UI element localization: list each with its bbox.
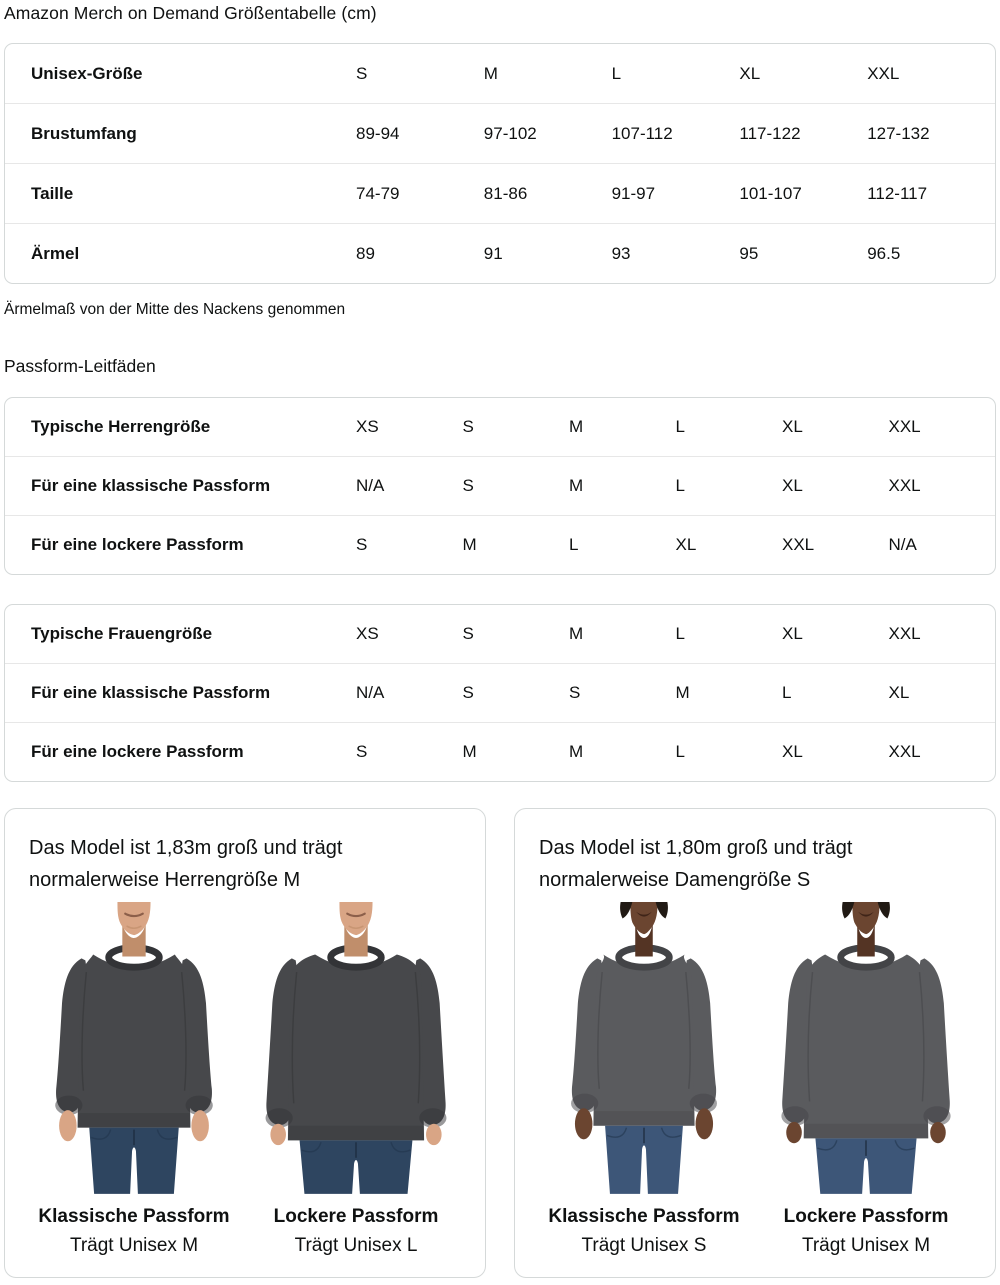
fit-label: Klassische Passform: [38, 1205, 230, 1227]
cell-value: L: [675, 417, 685, 436]
cell-value: XXL: [888, 417, 921, 436]
wears-size-label: Trägt Unisex L: [294, 1234, 418, 1256]
cell-value: N/A: [356, 683, 385, 702]
row-label: Für eine klassische Passform: [31, 476, 271, 495]
unisex-size-table: [4, 43, 996, 284]
fit-label: Lockere Passform: [783, 1205, 949, 1227]
cell-value: XL: [782, 742, 803, 761]
cell-value: 89-94: [356, 123, 400, 143]
cell-value: 96.5: [867, 243, 901, 263]
cell-value: 81-86: [483, 183, 528, 203]
cell-value: L: [675, 624, 685, 643]
sweatshirt-body: [804, 955, 929, 1139]
cell-value: M: [483, 63, 498, 83]
table-row: [5, 663, 995, 722]
cell-value: XL: [888, 683, 910, 702]
table-row: [5, 163, 995, 223]
cell-value: XS: [356, 417, 379, 436]
model-image: [759, 902, 973, 1194]
model-figure-classic-fit: [27, 902, 241, 1257]
cell-value: XXL: [867, 63, 900, 83]
fit-guides-title: Passform-Leitfäden: [4, 356, 156, 376]
table-row: [5, 103, 995, 163]
model-image: [537, 902, 751, 1194]
cell-value: 101-107: [739, 183, 802, 203]
cell-value: XXL: [888, 742, 921, 761]
table-row: [5, 605, 995, 663]
row-label: Ärmel: [31, 243, 80, 263]
model-card: [4, 808, 486, 1278]
model-figure-loose-fit: [759, 902, 973, 1257]
row-label: Für eine klassische Passform: [31, 683, 271, 702]
sleeve-measure-note: Ärmelmaß von der Mitte des Nackens genommen: [4, 301, 346, 318]
model-description: Das Model ist 1,83m groß und trägt normalerweise Herrengröße M: [29, 837, 343, 891]
cell-value: 95: [739, 243, 759, 263]
table-row: [5, 515, 995, 574]
model-card: [514, 808, 996, 1278]
wears-size-label: Trägt Unisex M: [801, 1234, 931, 1256]
cell-value: M: [462, 742, 477, 761]
cell-value: XL: [675, 535, 697, 554]
sweatshirt-hem: [78, 1113, 191, 1128]
cell-value: 112-117: [867, 183, 928, 203]
sweatshirt-hem: [804, 1124, 929, 1139]
cell-value: XL: [739, 63, 761, 83]
model-description: Das Model ist 1,80m groß und trägt normalerweise Damengröße S: [539, 837, 853, 891]
cell-value: S: [462, 683, 474, 702]
row-label: Brustumfang: [31, 123, 137, 143]
model-image: [27, 902, 241, 1194]
cell-value: M: [569, 417, 584, 436]
cell-value: M: [675, 683, 690, 702]
row-label: Typische Herrengröße: [31, 417, 211, 436]
row-label: Typische Frauengröße: [31, 624, 213, 643]
sweatshirt-body: [288, 955, 424, 1141]
sweatshirt-body: [593, 955, 694, 1126]
row-label: Taille: [31, 183, 74, 203]
cell-value: S: [462, 476, 474, 495]
cell-value: N/A: [888, 535, 917, 554]
fit-label: Klassische Passform: [548, 1205, 740, 1227]
wears-size-label: Trägt Unisex S: [581, 1234, 707, 1256]
cell-value: 91: [483, 243, 503, 263]
cell-value: S: [356, 63, 368, 83]
cell-value: S: [356, 742, 368, 761]
row-label: Für eine lockere Passform: [31, 535, 244, 554]
model-cards: [4, 808, 996, 1278]
model-figures-row: [27, 902, 463, 1257]
cell-value: M: [569, 476, 584, 495]
cell-value: 89: [356, 243, 375, 263]
model-figures-row: [537, 902, 973, 1257]
model-figure-loose-fit: [249, 902, 463, 1257]
fit-label: Lockere Passform: [273, 1205, 439, 1227]
table-row: [5, 223, 995, 283]
cell-value: M: [462, 535, 477, 554]
cell-value: M: [569, 624, 584, 643]
cell-value: 74-79: [356, 183, 400, 203]
cell-value: S: [569, 683, 581, 702]
cell-value: L: [782, 683, 792, 702]
cell-value: 93: [611, 243, 631, 263]
cell-value: 127-132: [867, 123, 930, 143]
sweatshirt-hem: [593, 1111, 694, 1126]
cell-value: 97-102: [483, 123, 537, 143]
cell-value: L: [611, 63, 622, 83]
womens-fit-table: [4, 604, 996, 782]
cell-value: M: [569, 742, 584, 761]
cell-value: XXL: [888, 476, 921, 495]
cell-value: XL: [782, 476, 803, 495]
cell-value: XL: [782, 417, 803, 436]
table-row: [5, 722, 995, 781]
cell-value: L: [675, 742, 685, 761]
cell-value: 91-97: [611, 183, 656, 203]
cell-value: XS: [356, 624, 379, 643]
model-figure-classic-fit: [537, 902, 751, 1257]
table-row: [5, 398, 995, 456]
cell-value: L: [569, 535, 579, 554]
cell-value: XXL: [888, 624, 921, 643]
cell-value: S: [462, 624, 474, 643]
page-title: Amazon Merch on Demand Größentabelle (cm): [4, 3, 377, 23]
cell-value: S: [356, 535, 368, 554]
row-label: Für eine lockere Passform: [31, 742, 244, 761]
wears-size-label: Trägt Unisex M: [69, 1234, 199, 1256]
cell-value: 107-112: [611, 123, 673, 143]
cell-value: S: [462, 417, 474, 436]
cell-value: XL: [782, 624, 803, 643]
cell-value: L: [675, 476, 685, 495]
cell-value: XXL: [782, 535, 815, 554]
cell-value: N/A: [356, 476, 385, 495]
cell-value: 117-122: [739, 123, 801, 143]
mens-fit-table: [4, 397, 996, 575]
row-label: Unisex-Größe: [31, 63, 143, 83]
model-image: [249, 902, 463, 1194]
table-row: [5, 44, 995, 103]
table-row: [5, 456, 995, 515]
sweatshirt-hem: [288, 1126, 424, 1141]
sweatshirt-body: [78, 955, 191, 1128]
